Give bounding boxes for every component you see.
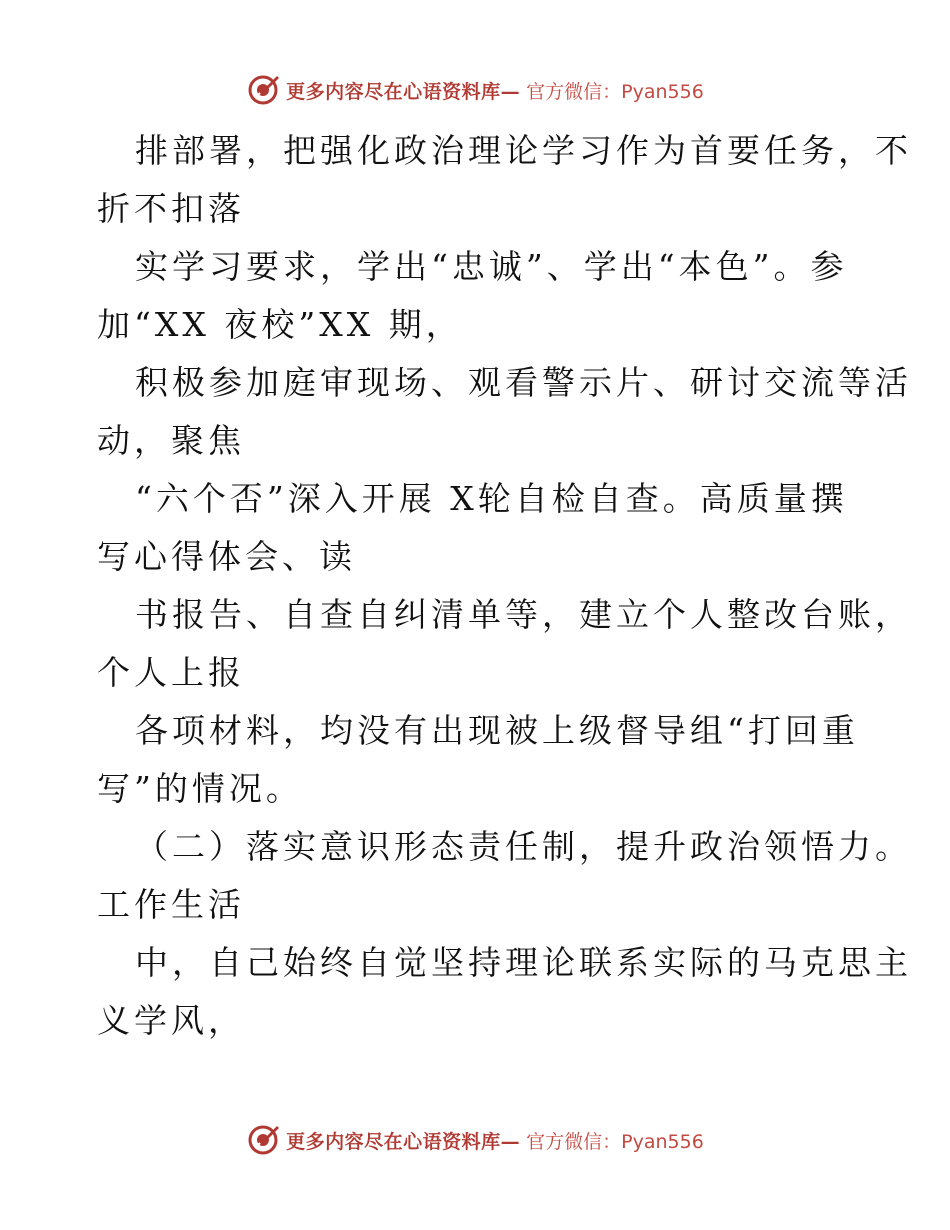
body-line: 写心得体会、读	[97, 537, 356, 576]
body-line: 书报告、自查自纠清单等，建立个人整改台账，	[135, 595, 912, 634]
body-line: 动，聚焦	[97, 421, 245, 460]
body-line: 中，自己始终自觉坚持理论联系实际的马克思主	[135, 943, 912, 982]
footer-wechat-text: 官方微信：Pyan556	[526, 1130, 704, 1153]
body-line: 折不扣落	[97, 189, 245, 228]
header-banner	[0, 70, 950, 110]
header-wechat-text: 官方微信：Pyan556	[526, 80, 704, 103]
footer-banner	[0, 1120, 950, 1160]
body-line: 排部署，把强化政治理论学习作为首要任务，不	[135, 131, 912, 170]
body-line: 义学风，	[97, 1001, 245, 1040]
body-line: 写”的情况。	[97, 769, 303, 808]
body-line: 加“XX 夜校”XX 期，	[97, 305, 463, 344]
body-line: “六个否”深入开展 X轮自检自查。高质量撰	[135, 479, 848, 518]
pen-logo-icon	[246, 73, 280, 107]
footer-brand-text: 更多内容尽在心语资料库—	[286, 1130, 521, 1153]
body-line: 各项材料，均没有出现被上级督导组“打回重	[135, 711, 859, 750]
body-line: 实学习要求，学出“忠诚”、学出“本色”。参	[135, 247, 848, 286]
body-line: 个人上报	[97, 653, 245, 692]
pen-logo-icon	[246, 1123, 280, 1157]
body-line: 积极参加庭审现场、观看警示片、研讨交流等活	[135, 363, 912, 402]
document-body	[97, 122, 912, 1050]
body-line: （二）落实意识形态责任制，提升政治领悟力。	[135, 827, 912, 866]
header-brand-text: 更多内容尽在心语资料库—	[286, 80, 521, 103]
body-line: 工作生活	[97, 885, 245, 924]
